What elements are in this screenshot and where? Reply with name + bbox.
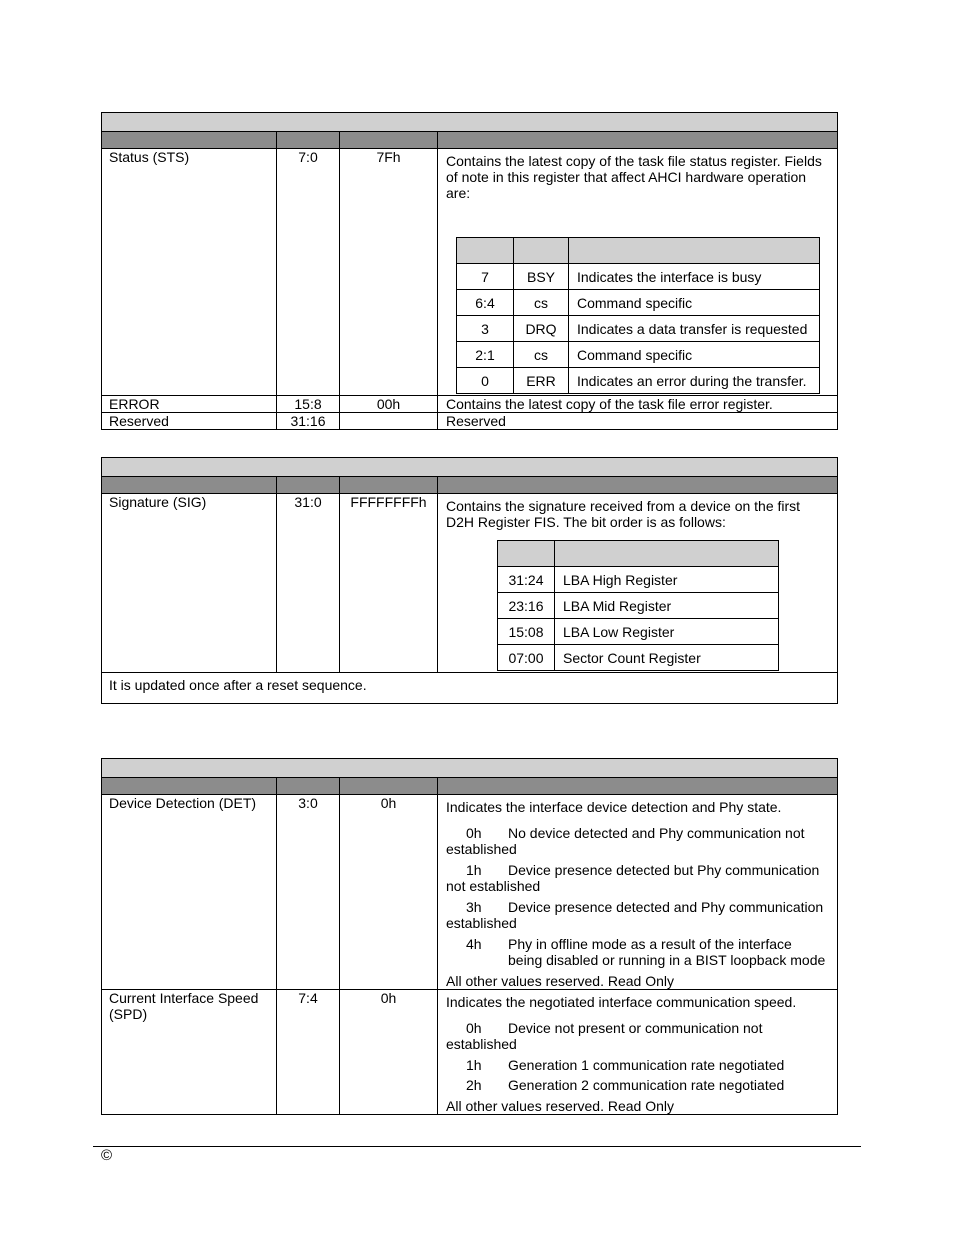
field-name: Signature (SIG) <box>109 494 207 510</box>
value-description: established <box>446 915 517 931</box>
value-code: 2h <box>466 1077 482 1093</box>
value-description: established <box>446 1036 517 1052</box>
field-footer: All other values reserved. Read Only <box>446 973 674 989</box>
value-description: Device presence detected and Phy communication <box>508 899 824 915</box>
table-row <box>457 290 820 316</box>
bit-name: cs <box>514 342 569 368</box>
field-description: Indicates the negotiated interface communication speed. <box>446 994 797 1010</box>
table-row <box>457 342 820 368</box>
field-bits: 7:0 <box>298 149 318 165</box>
field-name: Current Interface Speed <box>109 990 259 1006</box>
table-row <box>457 316 820 342</box>
table-note: It is updated once after a reset sequence. <box>109 677 367 693</box>
table-row <box>498 593 779 619</box>
table-title-band <box>101 758 838 778</box>
field-name: ERROR <box>109 396 160 412</box>
field-description: Reserved <box>446 413 506 429</box>
field-footer: All other values reserved. Read Only <box>446 1098 674 1114</box>
value-code: 4h <box>466 936 482 952</box>
bit-description: Indicates the interface is busy <box>569 264 820 290</box>
footer-rule <box>93 1146 861 1147</box>
value-code: 3h <box>466 899 482 915</box>
field-description: of note in this register that affect AHCI hardware operation <box>446 169 807 185</box>
bit-name: BSY <box>514 264 569 290</box>
bit-number: 2:1 <box>457 342 514 368</box>
table-header-band <box>101 476 838 494</box>
bit-number: 3 <box>457 316 514 342</box>
bit-number: 0 <box>457 368 514 394</box>
field-bits: 15:8 <box>294 396 322 412</box>
bit-description: Indicates a data transfer is requested <box>569 316 820 342</box>
value-description: Generation 1 communication rate negotiated <box>508 1057 785 1073</box>
field-reset: 0h <box>380 990 397 1006</box>
bit-description: Sector Count Register <box>555 645 779 671</box>
field-reset: FFFFFFFFh <box>350 494 427 510</box>
field-name: Status (STS) <box>109 149 190 165</box>
value-description: Generation 2 communication rate negotiated <box>508 1077 785 1093</box>
bit-description: Command specific <box>569 290 820 316</box>
value-description: Device not present or communication not <box>508 1020 763 1036</box>
value-description: Device presence detected but Phy communication <box>508 862 820 878</box>
bit-range: 07:00 <box>498 645 555 671</box>
field-reset: 0h <box>380 795 397 811</box>
field-bits: 31:0 <box>294 494 322 510</box>
bit-description: LBA High Register <box>555 567 779 593</box>
table-row <box>498 645 779 671</box>
bit-description: Command specific <box>569 342 820 368</box>
bit-number: 7 <box>457 264 514 290</box>
field-description: are: <box>446 185 471 201</box>
bit-name: DRQ <box>514 316 569 342</box>
field-bits: 7:4 <box>298 990 318 1006</box>
field-description: Contains the latest copy of the task file status register. Fields <box>446 153 822 169</box>
field-description: Contains the latest copy of the task file error register. <box>446 396 773 412</box>
bit-description: LBA Mid Register <box>555 593 779 619</box>
field-reset: 7Fh <box>376 149 401 165</box>
value-description: established <box>446 841 517 857</box>
field-bits: 31:16 <box>290 413 326 429</box>
table-title-band <box>101 112 838 132</box>
status-bits-table <box>456 237 820 394</box>
table-header-band <box>101 131 838 149</box>
table-row <box>457 264 820 290</box>
value-description: not established <box>446 878 541 894</box>
field-bits: 3:0 <box>298 795 318 811</box>
table-header-band <box>101 777 838 795</box>
bit-range: 15:08 <box>498 619 555 645</box>
bit-name: ERR <box>514 368 569 394</box>
field-description: Indicates the interface device detection and Phy state. <box>446 799 782 815</box>
field-description: Contains the signature received from a device on the first <box>446 498 801 514</box>
bit-range: 23:16 <box>498 593 555 619</box>
value-description: No device detected and Phy communication not <box>508 825 805 841</box>
field-description: D2H Register FIS. The bit order is as follows: <box>446 514 726 530</box>
table-row <box>498 567 779 593</box>
value-code: 1h <box>466 862 482 878</box>
field-name: Reserved <box>109 413 169 429</box>
table-row <box>498 619 779 645</box>
value-code: 0h <box>466 1020 482 1036</box>
value-code: 1h <box>466 1057 482 1073</box>
bit-description: LBA Low Register <box>555 619 779 645</box>
field-name: Device Detection (DET) <box>109 795 257 811</box>
bit-range: 31:24 <box>498 567 555 593</box>
value-description: being disabled or running in a BIST loopback mode <box>508 952 826 968</box>
bit-name: cs <box>514 290 569 316</box>
table-title-band <box>101 457 838 477</box>
table-row <box>457 368 820 394</box>
field-reset: 00h <box>376 396 401 412</box>
copyright-symbol: © <box>101 1147 113 1164</box>
field-name: (SPD) <box>109 1006 148 1022</box>
bit-number: 6:4 <box>457 290 514 316</box>
value-description: Phy in offline mode as a result of the interface <box>508 936 792 952</box>
bit-description: Indicates an error during the transfer. <box>569 368 820 394</box>
value-code: 0h <box>466 825 482 841</box>
signature-bits-table <box>497 540 779 671</box>
